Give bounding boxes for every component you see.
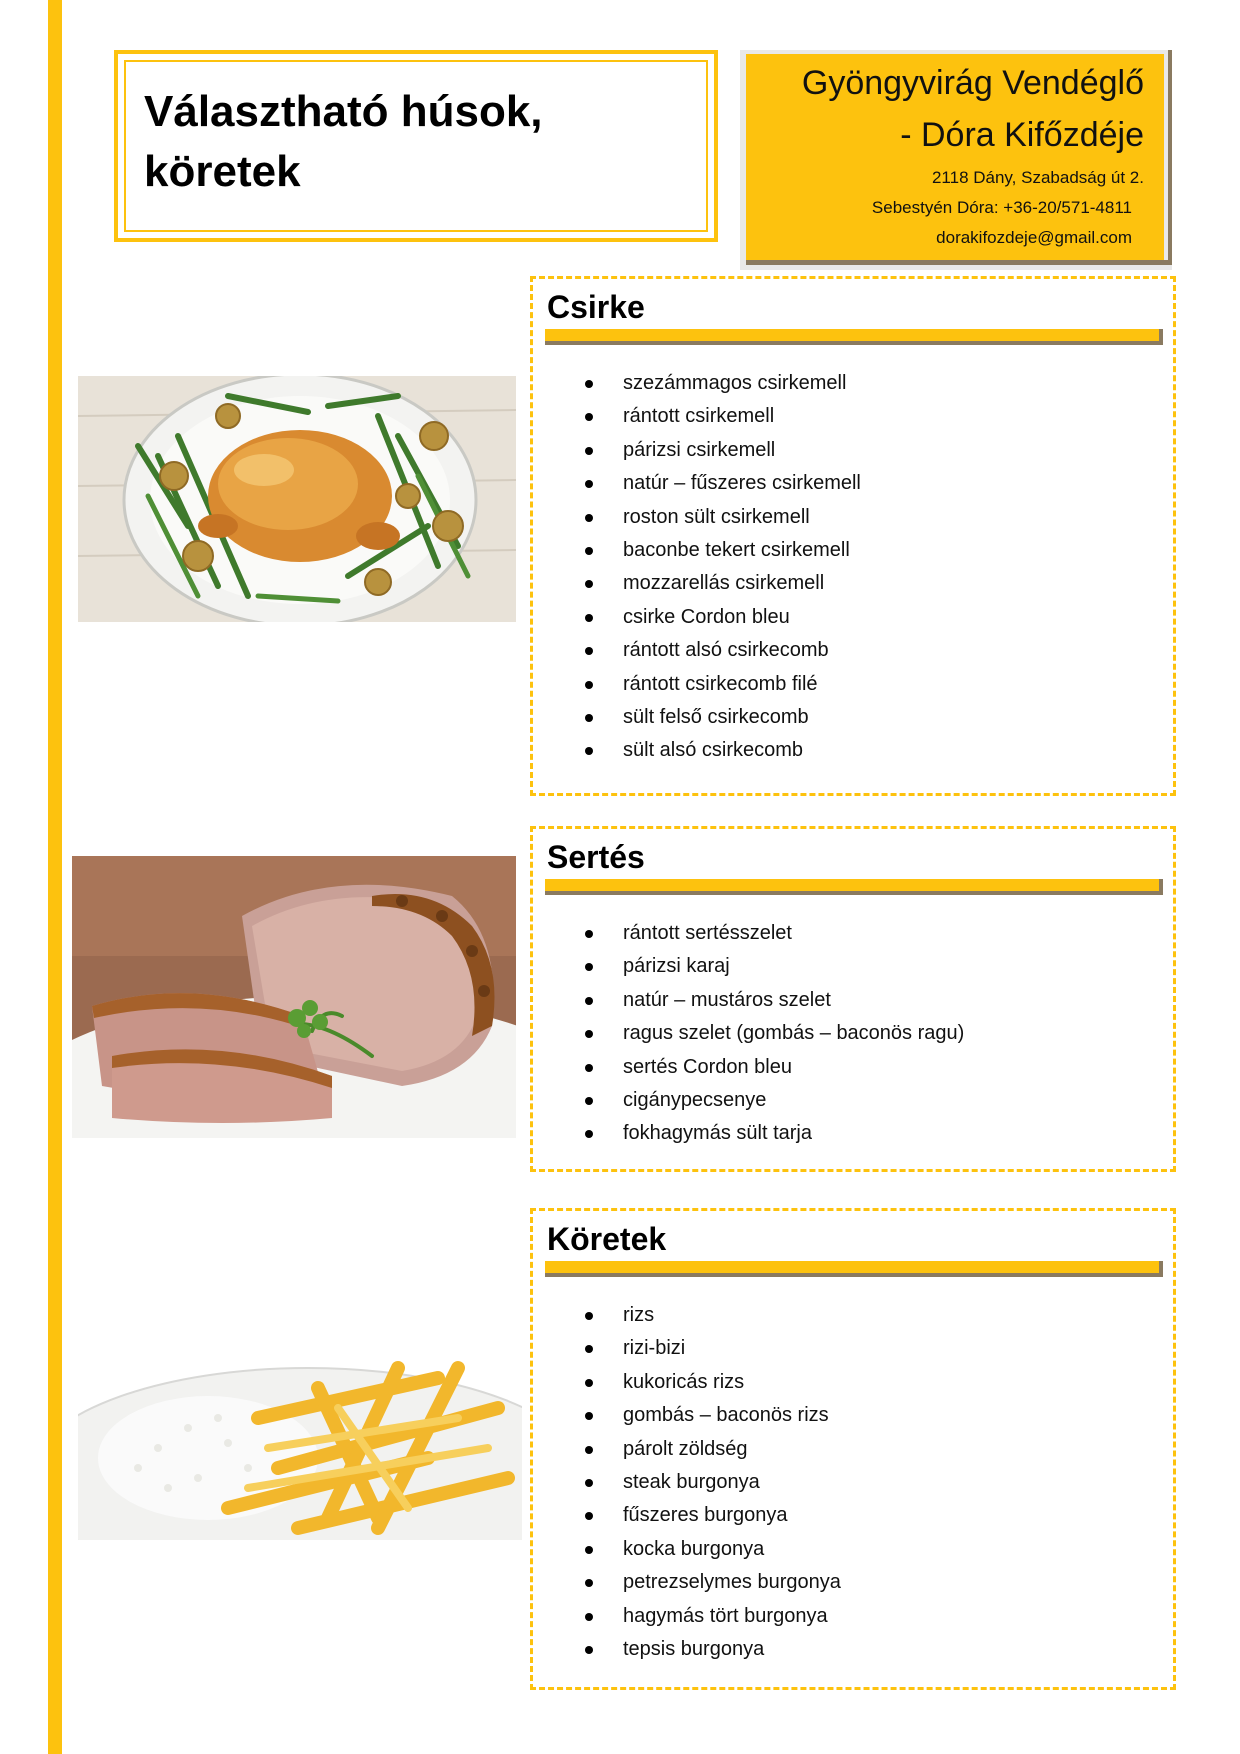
list-item: rizi-bizi	[565, 1332, 841, 1365]
list-item: steak burgonya	[565, 1466, 841, 1499]
roast-chicken-photo	[78, 376, 516, 622]
list-item: párizsi csirkemell	[565, 434, 861, 467]
side-stripe	[48, 0, 62, 1754]
page-title: Választható húsok, köretek	[144, 87, 543, 196]
list-item: szezámmagos csirkemell	[565, 367, 861, 400]
list-item: ragus szelet (gombás – baconös ragu)	[565, 1017, 964, 1050]
list-item: fokhagymás sült tarja	[565, 1117, 964, 1150]
restaurant-name: Gyöngyvirág Vendéglő	[801, 64, 1144, 102]
title-box	[114, 50, 718, 242]
list-item: párizsi karaj	[565, 950, 964, 983]
list-item: roston sült csirkemell	[565, 501, 861, 534]
list-item: fűszeres burgonya	[565, 1499, 841, 1532]
list-item: sült alsó csirkecomb	[565, 734, 861, 767]
roast-pork-photo	[72, 856, 516, 1138]
header-bottom-rule	[746, 260, 1172, 265]
section-csirke	[530, 276, 1176, 796]
restaurant-contact: Sebestyén Dóra: +36-20/571-4811	[871, 198, 1132, 217]
list-item: kocka burgonya	[565, 1533, 841, 1566]
section-title: Köretek	[547, 1221, 667, 1257]
section-koretek	[530, 1208, 1176, 1690]
restaurant-header	[740, 50, 1172, 270]
restaurant-address: 2118 Dány, Szabadság út 2.	[931, 168, 1144, 187]
list-item: sült felső csirkecomb	[565, 701, 861, 734]
list-item: baconbe tekert csirkemell	[565, 534, 861, 567]
list-item: petrezselymes burgonya	[565, 1566, 841, 1599]
list-item: cigánypecsenye	[565, 1084, 964, 1117]
list-item: rántott csirkecomb filé	[565, 668, 861, 701]
list-item: csirke Cordon bleu	[565, 601, 861, 634]
list-item: sertés Cordon bleu	[565, 1051, 964, 1084]
list-item: tepsis burgonya	[565, 1633, 841, 1666]
item-list	[565, 917, 964, 1151]
section-title: Sertés	[547, 839, 645, 875]
item-list	[565, 1299, 841, 1666]
section-title-bar	[545, 1261, 1163, 1277]
section-title: Csirke	[547, 289, 645, 325]
list-item: rántott csirkemell	[565, 400, 861, 433]
list-item: párolt zöldség	[565, 1433, 841, 1466]
section-title-bar	[545, 879, 1163, 895]
section-sertes	[530, 826, 1176, 1172]
list-item: hagymás tört burgonya	[565, 1600, 841, 1633]
list-item: natúr – mustáros szelet	[565, 984, 964, 1017]
item-list	[565, 367, 861, 768]
list-item: rántott alsó csirkecomb	[565, 634, 861, 667]
section-title-bar	[545, 329, 1163, 345]
list-item: mozzarellás csirkemell	[565, 567, 861, 600]
rice-and-fries-photo	[78, 1348, 522, 1540]
restaurant-subname: - Dóra Kifőzdéje	[900, 116, 1144, 154]
list-item: gombás – baconös rizs	[565, 1399, 841, 1432]
list-item: rizs	[565, 1299, 841, 1332]
list-item: natúr – fűszeres csirkemell	[565, 467, 861, 500]
header-side-rule	[1168, 50, 1172, 265]
list-item: rántott sertésszelet	[565, 917, 964, 950]
list-item: kukoricás rizs	[565, 1366, 841, 1399]
restaurant-email: dorakifozdeje@gmail.com	[936, 228, 1132, 247]
